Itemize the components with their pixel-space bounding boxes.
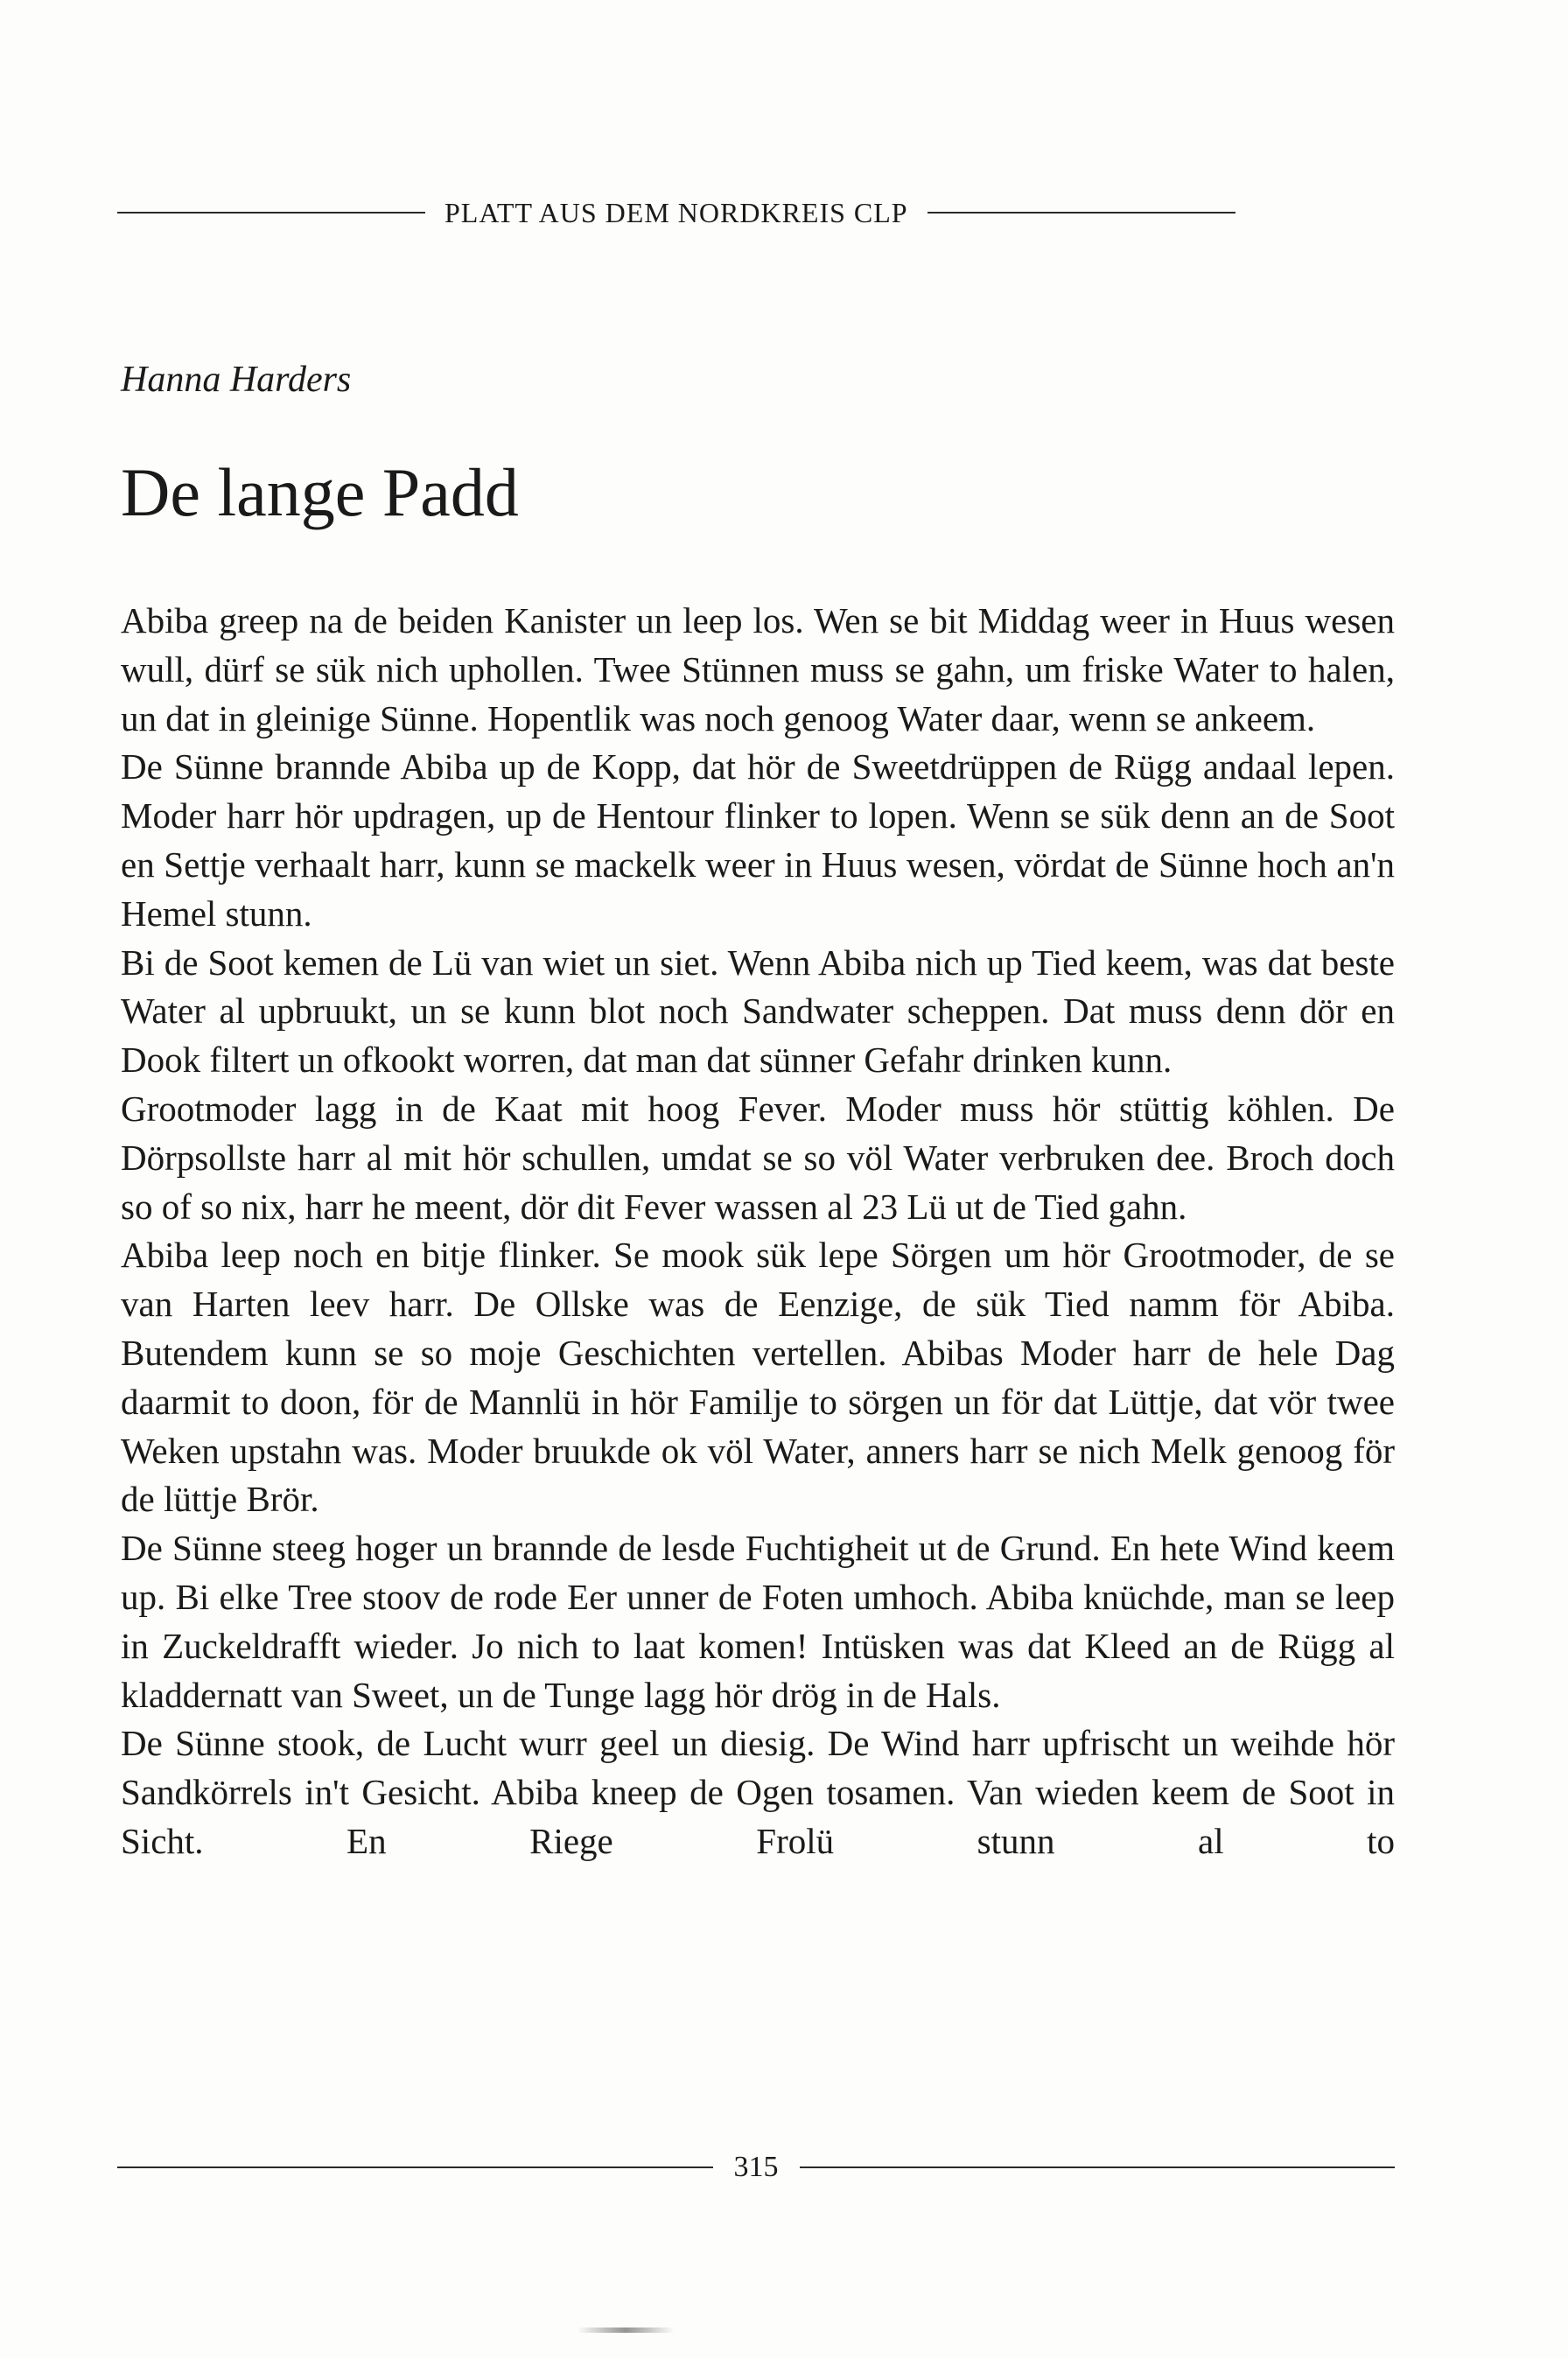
- page-number: 315: [733, 2151, 779, 2183]
- paragraph-4: Grootmoder lagg in de Kaat mit hoog Fever. Moder muss hör stüttig köhlen. De Dörpsollste harr al mit hör schullen, umdat se so völ Water verbruken dee. Broch doch so of so nix, harr he meent, dör dit Fever wassen al 23 Lü ut de Tied gahn.: [121, 1088, 1395, 1227]
- scan-artifact: [578, 2328, 674, 2333]
- paragraph-5: Abiba leep noch en bitje flinker. Se mook sük lepe Sörgen um hör Grootmoder, de se van Harten leev harr. De Ollske was de Eenzige, de sük Tied namm för Abiba. Butendem kunn se so moje Geschichten vertellen. Abibas Moder harr de hele Dag daarmit to doon, för de Mannlü in hör Familje to sörgen un för dat Lüttje, dat vör twee Weken upstahn was. Moder bruukde ok völ Water, anners harr se nich Melk genoog för de lüttje Brör.: [121, 1235, 1395, 1520]
- paragraph-6: De Sünne steeg hoger un brannde de lesde Fuchtigheit ut de Grund. En hete Wind keem up. Bi elke Tree stoov de rode Eer unner de Foten umhoch. Abiba knüchde, man se leep in Zuckeldrafft wieder. Jo nich to laat komen! Intüsken was dat Kleed an de Rügg al kladdernatt van Sweet, un de Tunge lagg hör drög in de Hals.: [121, 1528, 1395, 1715]
- article-author: Hanna Harders: [121, 360, 352, 400]
- running-head-title: PLATT AUS DEM NORDKREIS CLP: [444, 196, 908, 228]
- running-head-rule-right: [928, 212, 1236, 214]
- footer-rule-right: [800, 2166, 1396, 2168]
- running-head: [117, 191, 1395, 234]
- footer-rule-left: [117, 2166, 713, 2168]
- paragraph-1: Abiba greep na de beiden Kanister un leep los. Wen se bit Middag weer in Huus wesen wull, dürf se sük nich uphollen. Twee Stünnen muss se gahn, um friske Water to halen, un dat in gleinige Sünne. Hopentlik was noch genoog Water daar, wenn se ankeem.: [121, 600, 1395, 738]
- article-body: [121, 597, 1395, 1866]
- paragraph-3: Bi de Soot kemen de Lü van wiet un siet. Wenn Abiba nich up Tied keem, was dat beste Water al upbruukt, un se kunn blot noch Sandwater scheppen. Dat muss denn dör en Dook filtert un ofkookt worren, dat man dat sünner Gefahr drinken kunn.: [121, 942, 1395, 1081]
- paragraph-7: De Sünne stook, de Lucht wurr geel un diesig. De Wind harr upfrischt un weihde hör Sandkörrels in't Gesicht. Abiba kneep de Ogen tosamen. Van wieden keem de Soot in Sicht. En Riege Frolü stunn al to: [121, 1723, 1395, 1861]
- article-title: De lange Padd: [121, 454, 519, 530]
- paragraph-2: De Sünne brannde Abiba up de Kopp, dat hör de Sweetdrüppen de Rügg andaal lepen. Moder harr hör updragen, up de Hentour flinker to lopen. Wenn se sük denn an de Soot en Settje verhaalt harr, kunn se mackelk weer in Huus wesen, vördat de Sünne hoch an'n Hemel stunn.: [121, 746, 1395, 934]
- running-head-rule-left: [117, 212, 425, 214]
- page-footer: [117, 2146, 1395, 2189]
